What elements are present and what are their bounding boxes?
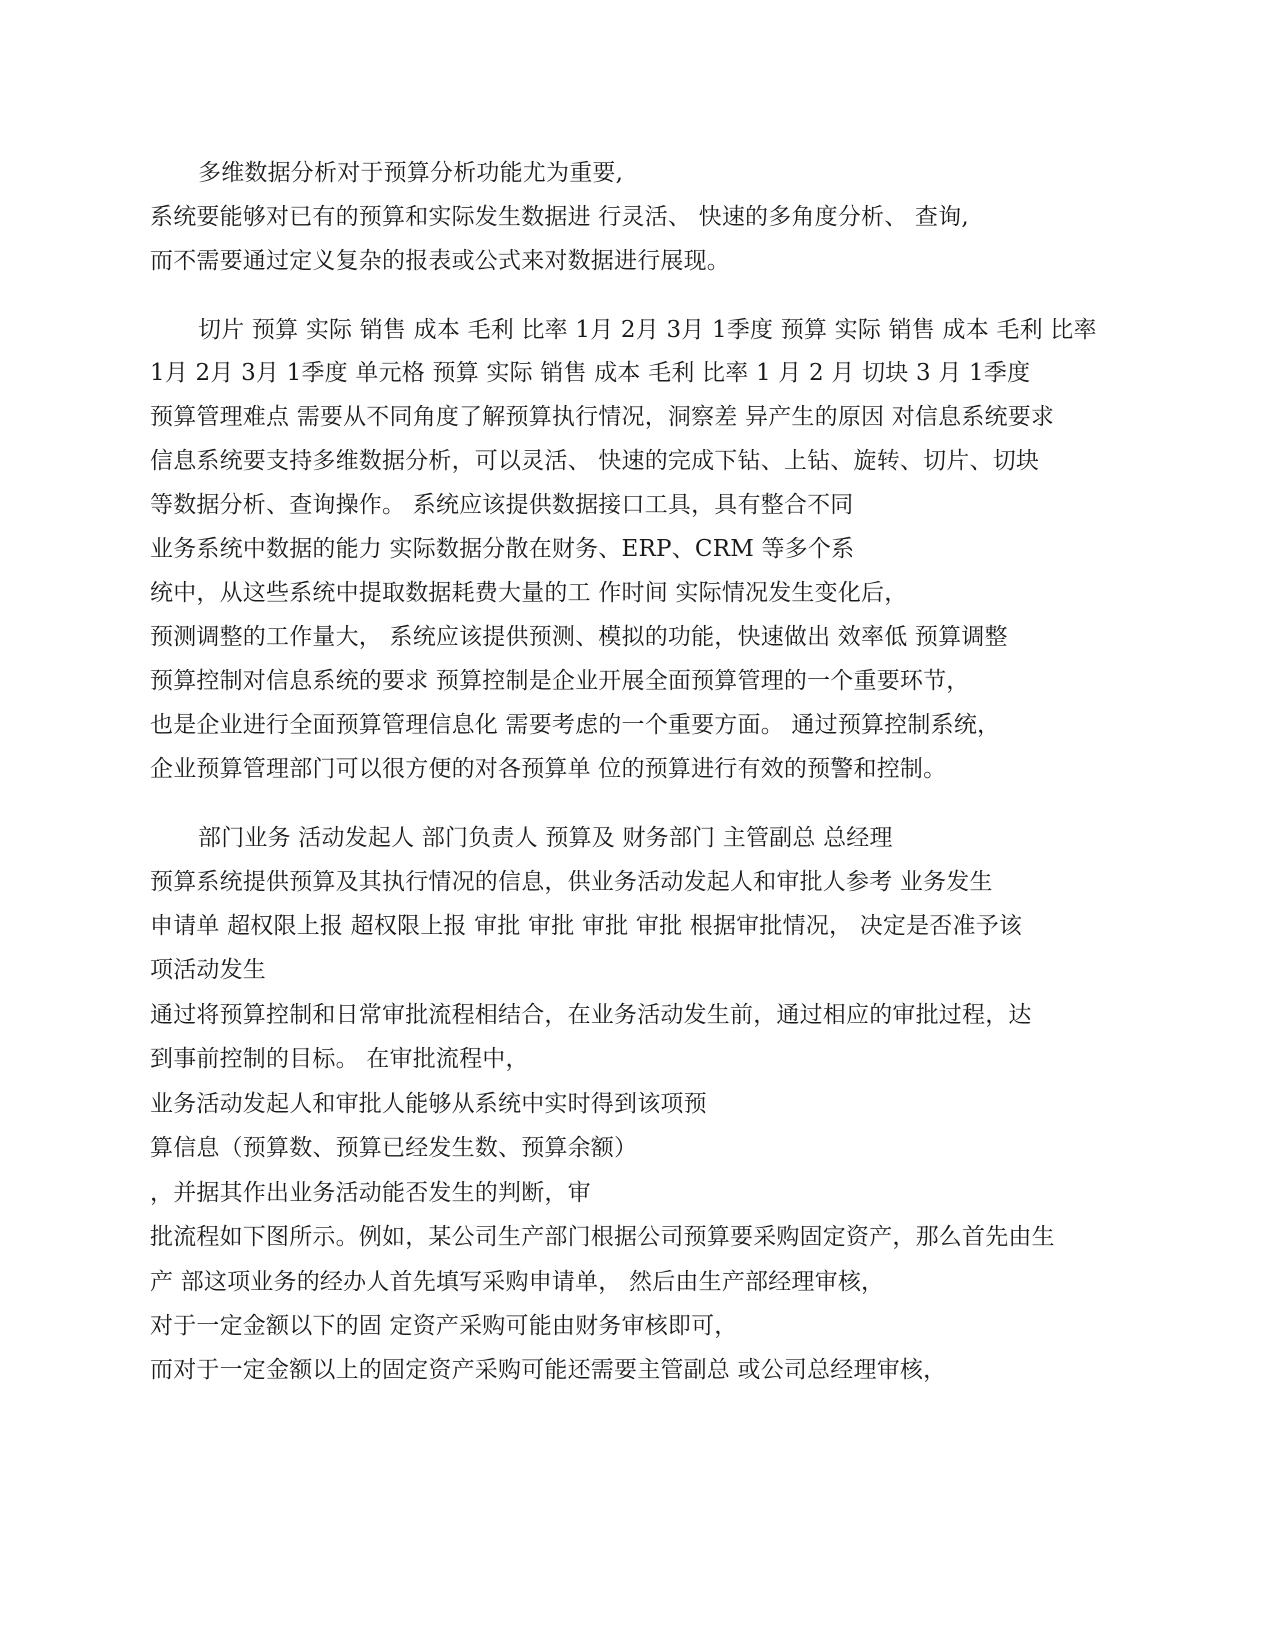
paragraph-3-line-9: ，并据其作出业务活动能否发生的判断，审 bbox=[150, 1180, 591, 1206]
paragraph-1-line-2: 系统要能够对已有的预算和实际发生数据进 行灵活、 快速的多角度分析、 查询, bbox=[150, 204, 969, 230]
paragraph-3-line-6: 到事前控制的目标。 在审批流程中， bbox=[150, 1046, 529, 1072]
paragraph-2-line-9: 预算控制对信息系统的要求 预算控制是企业开展全面预算管理的一个重要环节， bbox=[150, 668, 970, 694]
paragraph-3-line-12: 对于一定金额以下的固 定资产采购可能由财务审核即可， bbox=[150, 1313, 738, 1339]
paragraph-2-line-3: 预算管理难点 需要从不同角度了解预算执行情况，洞察差 异产生的原因 对信息系统要求 bbox=[150, 404, 1055, 430]
paragraph-1-line-1: 多维数据分析对于预算分析功能尤为重要, bbox=[198, 160, 624, 186]
paragraph-2-line-1: 切片 预算 实际 销售 成本 毛利 比率 1月 2月 3月 1季度 预算 实际 销售 成本 毛利 比率 bbox=[198, 317, 1097, 343]
paragraph-2-line-11: 企业预算管理部门可以很方便的对各预算单 位的预算进行有效的预警和控制。 bbox=[150, 756, 947, 782]
paragraph-3-line-10: 批流程如下图所示。例如，某公司生产部门根据公司预算要采购固定资产，那么首先由生 bbox=[150, 1224, 1055, 1250]
paragraph-1-line-3: 而不需要通过定义复杂的报表或公式来对数据进行展现。 bbox=[150, 248, 730, 274]
paragraph-3-line-2: 预算系统提供预算及其执行情况的信息，供业务活动发起人和审批人参考 业务发生 bbox=[150, 869, 993, 895]
paragraph-2-line-10: 也是企业进行全面预算管理信息化 需要考虑的一个重要方面。 通过预算控制系统， bbox=[150, 712, 1001, 738]
paragraph-3-line-8: 算信息（预算数、预算已经发生数、预算余额） bbox=[150, 1135, 638, 1161]
paragraph-2-line-6: 业务系统中数据的能力 实际数据分散在财务、ERP、CRM 等多个系 bbox=[150, 536, 855, 562]
paragraph-3-line-13: 而对于一定金额以上的固定资产采购可能还需要主管副总 或公司总经理审核， bbox=[150, 1357, 947, 1383]
paragraph-2-line-8: 预测调整的工作量大， 系统应该提供预测、模拟的功能，快速做出 效率低 预算调整 bbox=[150, 624, 1008, 650]
paragraph-2-line-7: 统中，从这些系统中提取数据耗费大量的工 作时间 实际情况发生变化后， bbox=[150, 580, 908, 606]
paragraph-3-line-7: 业务活动发起人和审批人能够从系统中实时得到该项预 bbox=[150, 1091, 707, 1117]
paragraph-3-line-3: 申请单 超权限上报 超权限上报 审批 审批 审批 审批 根据审批情况， 决定是否准予该 bbox=[150, 913, 1023, 939]
paragraph-3-line-5: 通过将预算控制和日常审批流程相结合，在业务活动发生前，通过相应的审批过程，达 bbox=[150, 1002, 1032, 1028]
paragraph-3-line-11: 产 部这项业务的经办人首先填写采购申请单， 然后由生产部经理审核， bbox=[150, 1269, 885, 1295]
paragraph-3-line-4: 项活动发生 bbox=[150, 957, 266, 983]
paragraph-2-line-5: 等数据分析、查询操作。 系统应该提供数据接口工具，具有整合不同 bbox=[150, 492, 854, 518]
paragraph-2-line-2: 1月 2月 3月 1季度 单元格 预算 实际 销售 成本 毛利 比率 1 月 2 月 切块 3 月 1季度 bbox=[150, 360, 1031, 386]
paragraph-3-line-1: 部门业务 活动发起人 部门负责人 预算及 财务部门 主管副总 总经理 bbox=[198, 825, 893, 851]
paragraph-2-line-4: 信息系统要支持多维数据分析，可以灵活、 快速的完成下钻、上钻、旋转、切片、切块 bbox=[150, 448, 1040, 474]
